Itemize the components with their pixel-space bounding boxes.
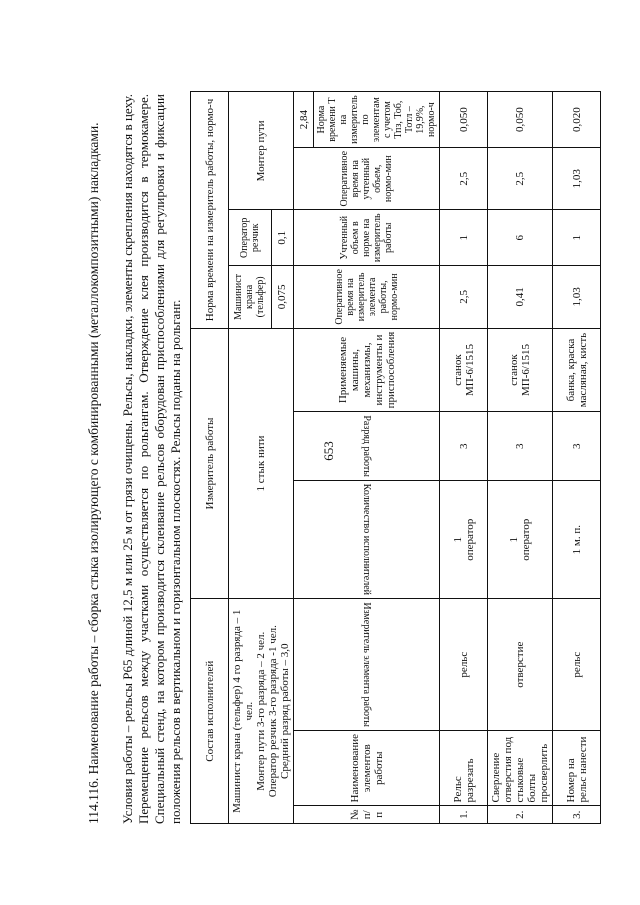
- row-num: 2.: [488, 806, 553, 824]
- row-count: 1 м. п.: [553, 481, 601, 599]
- row-grade: 3: [553, 412, 601, 481]
- row-accounted: 1: [553, 210, 601, 266]
- table-row: [488, 92, 553, 824]
- rotated-page-content: [68, 88, 589, 828]
- work-meter-value: 1 стык нити: [229, 328, 294, 599]
- row-count: 1 оператор: [440, 481, 488, 599]
- row-machine: станок МП-6/1515: [488, 328, 553, 412]
- col-num-header: № п/п: [294, 806, 440, 824]
- crew-header: Состав исполнителей: [191, 599, 229, 824]
- row-op-time: 1,03: [553, 266, 601, 329]
- row-norm: 0,020: [553, 92, 601, 148]
- col-grade-header: Разряд работы: [294, 412, 440, 481]
- row-accounted: 6: [488, 210, 553, 266]
- row-accounted: 1: [440, 210, 488, 266]
- row-name: Сверление отверстия под стыковые болты просверлить: [488, 730, 553, 806]
- row-op-time2: 2,5: [440, 147, 488, 210]
- crew-line: Машинист крана (тельфер) 4 го разряда – 1 чел.: [231, 609, 255, 813]
- crew-line: Средний разряд работы – 3,0: [279, 643, 291, 779]
- row-machine: станок МП-6/1515: [440, 328, 488, 412]
- crane-norm: 0,075: [271, 266, 293, 329]
- row-op-time2: 2,5: [488, 147, 553, 210]
- crane-operator-header: Машинист крана (тельфер): [229, 266, 272, 329]
- work-meter-header: Измеритель работы: [191, 328, 229, 599]
- row-meter: рельс: [440, 599, 488, 731]
- row-op-time: 0,41: [488, 266, 553, 329]
- row-norm: 0,050: [488, 92, 553, 148]
- work-conditions: [120, 94, 184, 824]
- row-num: 1.: [440, 806, 488, 824]
- crew-line: Монтер пути 3-го разряда – 2 чел.: [255, 631, 267, 791]
- col-norm-time-header: Норма времени Т на измеритель по элементам с учетом Тпз, Тоб, Тотл – 19,9%, нормо-ч: [314, 92, 440, 148]
- row-machine: банка, краска масляная, кисть: [553, 328, 601, 412]
- row-op-time2: 1,03: [553, 147, 601, 210]
- crew-line: Оператор резчик 3-го разряда -1 чел.: [267, 625, 279, 798]
- row-count: 1 оператор: [488, 481, 553, 599]
- col-count-header: Количество исполнителей: [294, 481, 440, 599]
- track-norm: 2,84: [294, 92, 314, 148]
- col-machines-header: Применяемые машины, механизмы, инструменты и приспособления: [294, 328, 440, 412]
- section-heading: 114.116. Наименование работы – сборка стыка изолирующего с комбинированными (металлокомпозитными) накладками.: [86, 122, 101, 824]
- cutter-norm: 0,1: [271, 210, 293, 266]
- col-accounted-header: Учтенный объем в норме на измеритель работы: [294, 210, 440, 266]
- row-name: Номер на рельс нанести: [553, 730, 601, 806]
- table-row: [553, 92, 601, 824]
- row-op-time: 2,5: [440, 266, 488, 329]
- col-name-header: Наименование элементов работы: [294, 730, 440, 806]
- col-meter-header: Измеритель элемента работы: [294, 599, 440, 731]
- table-row: [440, 92, 488, 824]
- crew-composition: [229, 599, 294, 824]
- col-op-time2-header: Оперативное время на учтенный объем, нормо-мин: [294, 147, 440, 210]
- row-grade: 3: [440, 412, 488, 481]
- row-num: 3.: [553, 806, 601, 824]
- norm-table: [190, 91, 601, 824]
- cutter-operator-header: Оператор резчик: [229, 210, 272, 266]
- row-norm: 0,050: [440, 92, 488, 148]
- norm-header: Норма времени на измеритель работы, нормо-ч: [191, 92, 229, 328]
- row-meter: рельс: [553, 599, 601, 731]
- page-number: 653: [321, 441, 336, 461]
- conditions-paragraph: Условия работы – рельсы Р65 длиной 12,5 м или 25 м от грязи очищены. Рельсы, накладки, элементы скрепления находятся в цеху. Перемещение рельсов между участками осуществляется по рольгангам. Отверждение клея производится в термокамере. Специальный стенд, на котором производится склеивание рельсов оборудован приспособлениями для регулировки и фиксации положения рельсов в вертикальном и горизонтальном плоскостях. Рельсы поданы на рольганг.: [120, 94, 183, 824]
- row-grade: 3: [488, 412, 553, 481]
- row-name: Рельс разрезать: [440, 730, 488, 806]
- row-meter: отверстие: [488, 599, 553, 731]
- col-op-time-header: Оперативное время на измеритель элемента работы, нормо-мин: [294, 266, 440, 329]
- track-worker-header: Монтер пути: [229, 92, 294, 210]
